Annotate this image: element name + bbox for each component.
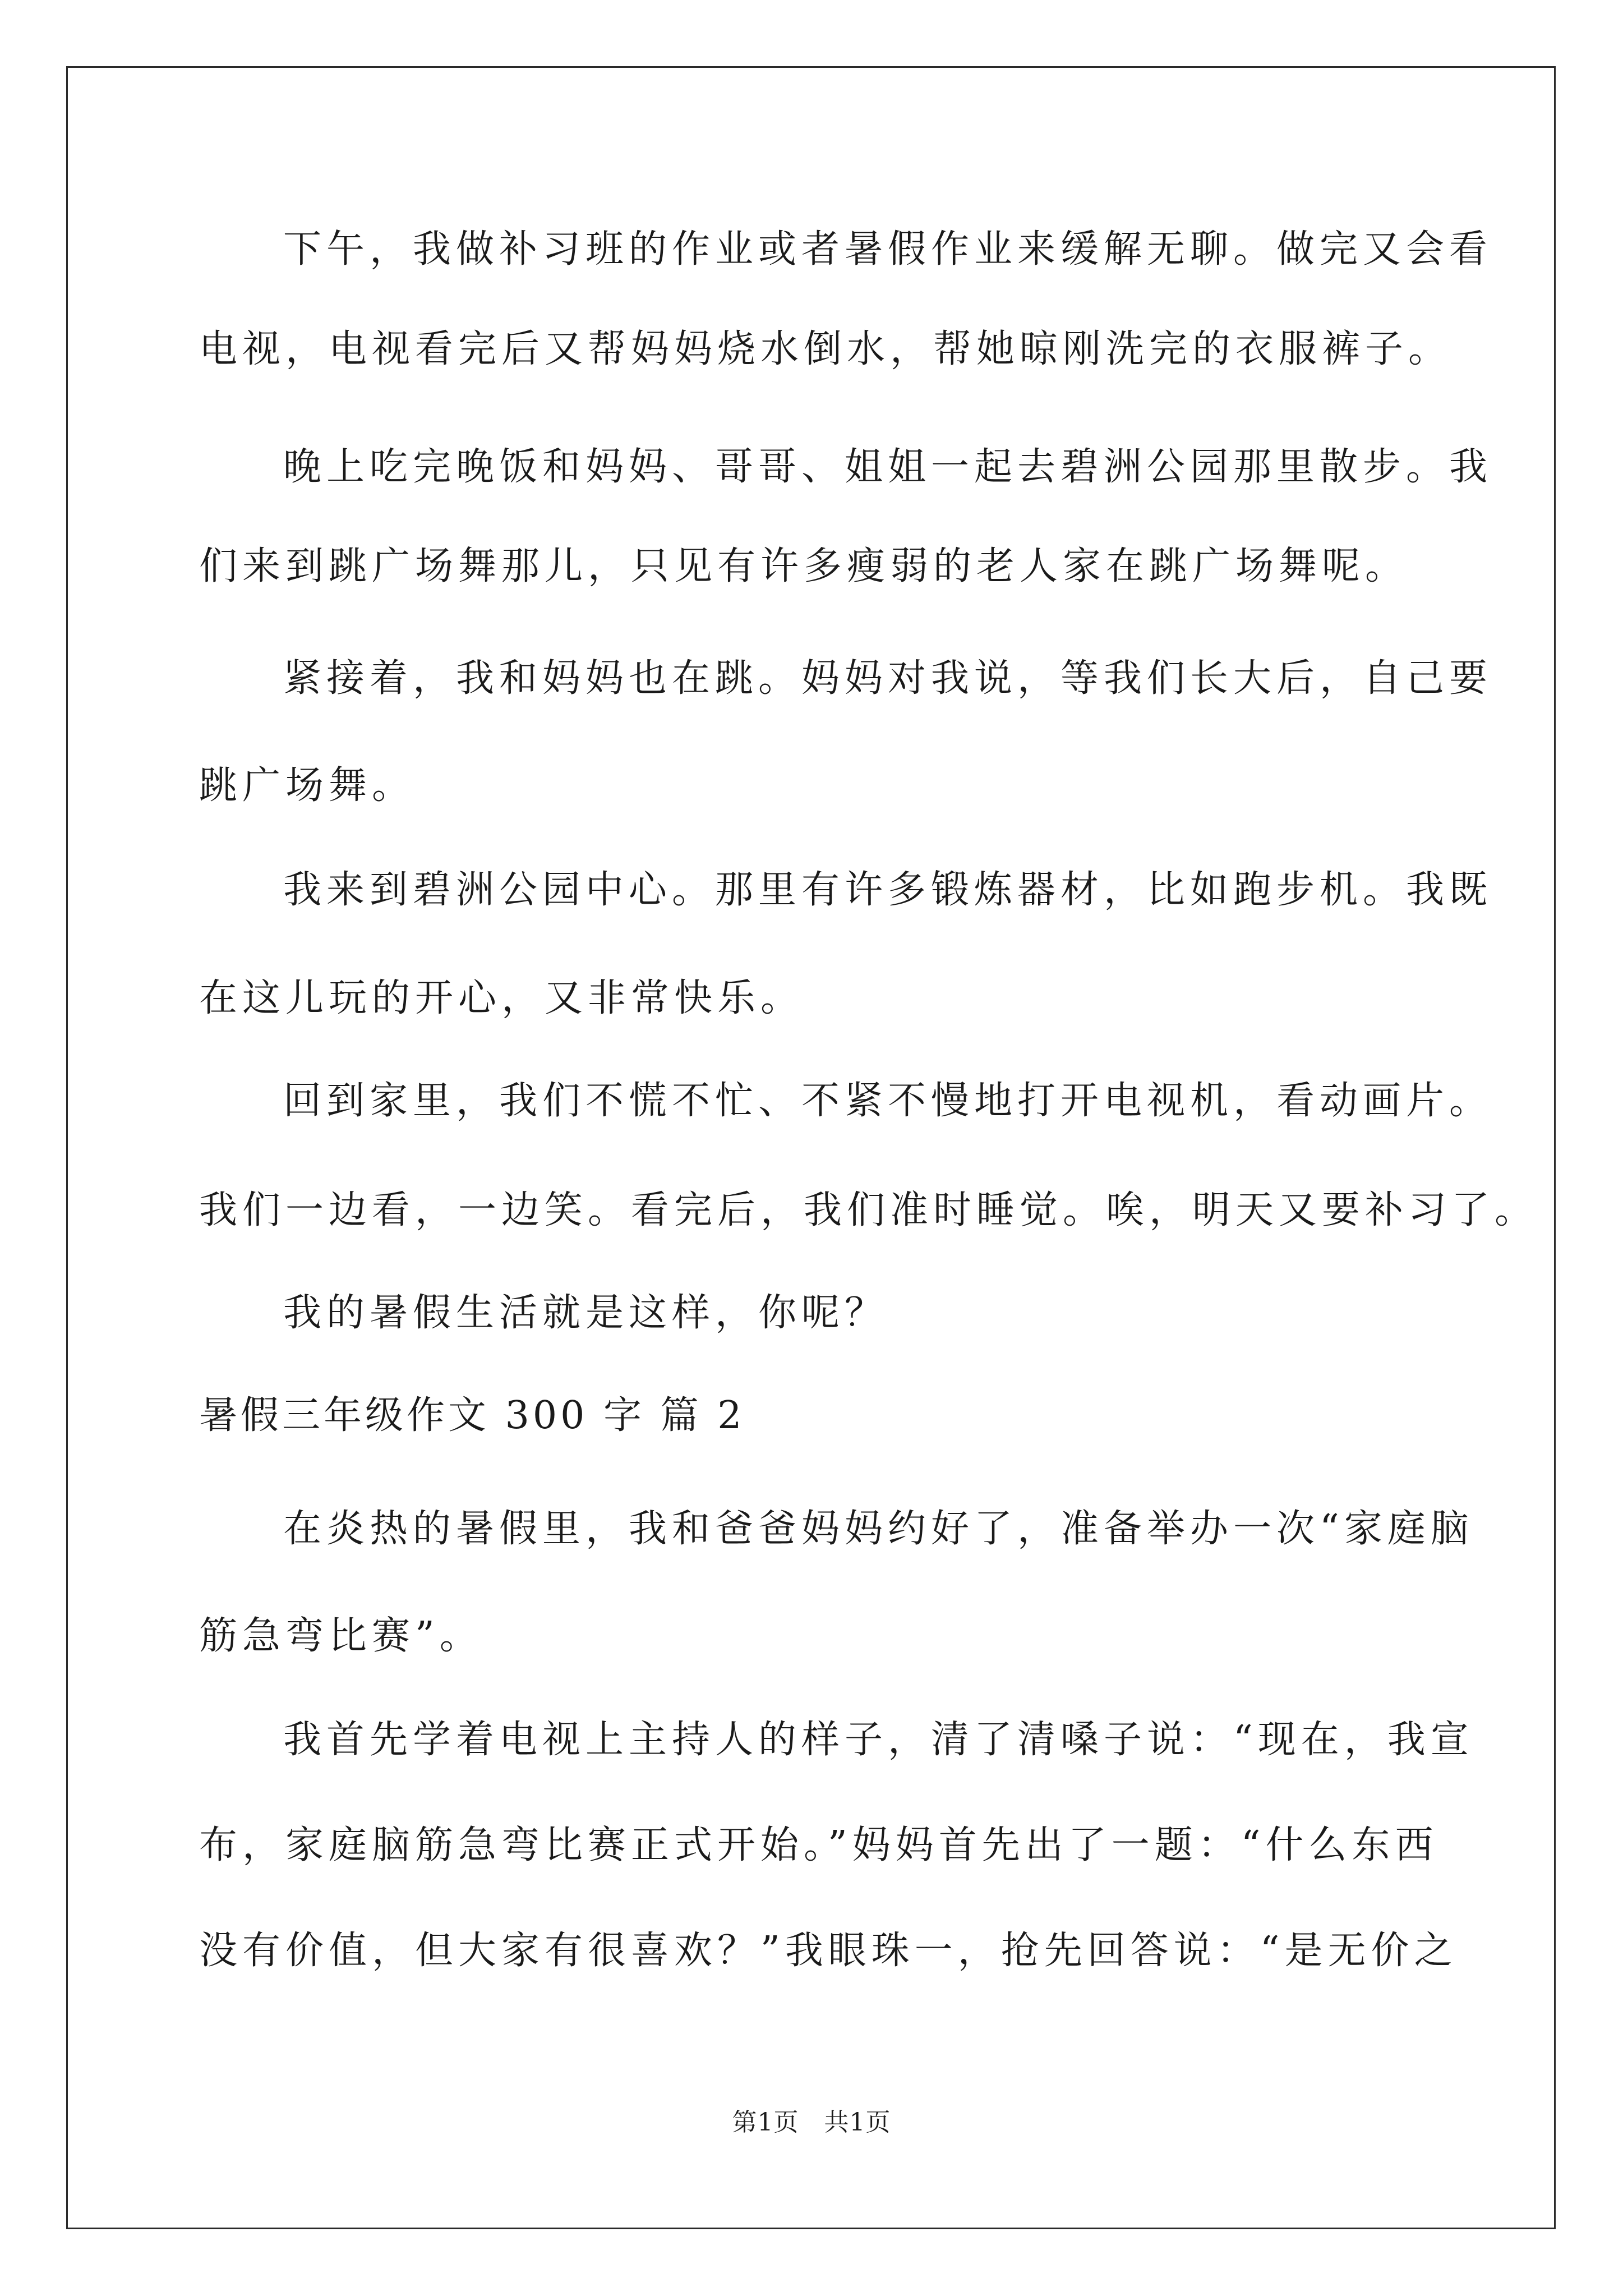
section2-paragraph-1-line-2: 筋急弯比赛”。 xyxy=(199,1614,483,1658)
paragraph-3-line-2: 跳广场舞。 xyxy=(199,763,416,808)
paragraph-1-line-2: 电视，电视看完后又帮妈妈烧水倒水，帮她晾刚洗完的衣服裤子。 xyxy=(199,327,1452,371)
paragraph-3-line-1: 紧接着，我和妈妈也在跳。妈妈对我说，等我们长大后，自己要 xyxy=(283,656,1493,701)
paragraph-4-line-2: 在这儿玩的开心，又非常快乐。 xyxy=(199,976,804,1020)
paragraph-6-line-1: 我的暑假生活就是这样，你呢？ xyxy=(283,1291,888,1335)
section2-paragraph-2-line-1: 我首先学着电视上主持人的样子，清了清嗓子说：“现在，我宣 xyxy=(283,1718,1474,1762)
section-heading: 暑假三年级作文 300 字 篇 2 xyxy=(199,1393,745,1438)
paragraph-4-line-1: 我来到碧洲公园中心。那里有许多锻炼器材，比如跑步机。我既 xyxy=(283,868,1493,912)
paragraph-1-line-1: 下午，我做补习班的作业或者暑假作业来缓解无聊。做完又会看 xyxy=(283,227,1493,272)
paragraph-5-line-2: 我们一边看，一边笑。看完后，我们准时睡觉。唉，明天又要补习了。 xyxy=(199,1188,1538,1232)
section2-paragraph-2-line-2: 布，家庭脑筋急弯比赛正式开始。”妈妈首先出了一题：“什么东西 xyxy=(199,1823,1438,1867)
section2-paragraph-1-line-1: 在炎热的暑假里，我和爸爸妈妈约好了，准备举办一次“家庭脑 xyxy=(283,1507,1474,1551)
section2-paragraph-2-line-3: 没有价值，但大家有很喜欢？”我眼珠一，抢先回答说：“是无价之 xyxy=(199,1929,1458,1973)
page-border xyxy=(66,66,1556,2229)
page-indicator: 第1页 共1页 xyxy=(732,2108,891,2137)
paragraph-5-line-1: 回到家里，我们不慌不忙、不紧不慢地打开电视机，看动画片。 xyxy=(283,1079,1493,1123)
paragraph-2-line-2: 们来到跳广场舞那儿，只见有许多瘦弱的老人家在跳广场舞呢。 xyxy=(199,544,1409,588)
paragraph-2-line-1: 晚上吃完晚饭和妈妈、哥哥、姐姐一起去碧洲公园那里散步。我 xyxy=(283,445,1493,489)
